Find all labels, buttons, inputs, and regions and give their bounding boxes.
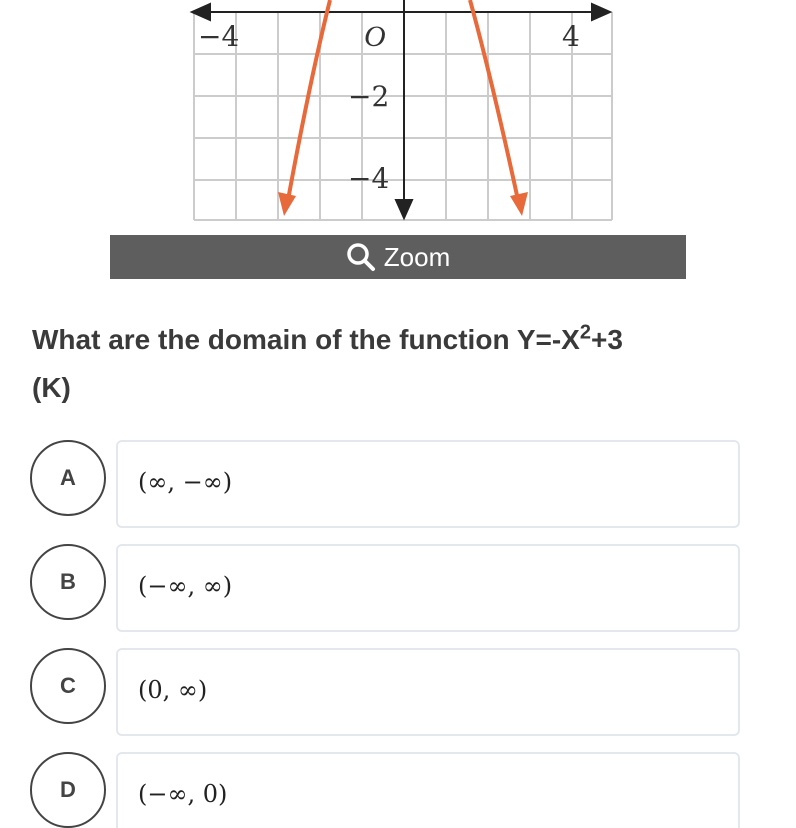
option-d-box[interactable]: [116, 752, 740, 828]
option-b[interactable]: [30, 544, 740, 632]
option-c-box[interactable]: [116, 648, 740, 736]
option-a-text: (∞, −∞): [138, 468, 233, 496]
option-c[interactable]: [30, 648, 740, 736]
option-a[interactable]: [30, 440, 740, 528]
option-a-letter[interactable]: A: [30, 440, 106, 516]
question-exponent: 2: [579, 321, 591, 344]
option-c-letter[interactable]: C: [30, 648, 106, 724]
question-level: (K): [32, 372, 71, 403]
function-graph: [180, 0, 620, 230]
x-tick-pos4: 4: [562, 20, 580, 53]
option-b-letter[interactable]: B: [30, 544, 106, 620]
question-stem-end: +3: [590, 324, 623, 355]
option-c-text: (0, ∞): [138, 676, 208, 704]
option-d-letter[interactable]: D: [30, 752, 106, 828]
option-b-text: (−∞, ∞): [138, 572, 233, 600]
option-a-box[interactable]: [116, 440, 740, 528]
question-stem: What are the domain of the function Y=-X: [32, 324, 580, 355]
option-d-text: (−∞, 0): [138, 780, 228, 808]
question-text: [32, 316, 752, 412]
graph-svg: [180, 0, 620, 230]
option-d[interactable]: [30, 752, 740, 828]
zoom-label: Zoom: [383, 241, 451, 272]
y-tick-neg2: −2: [348, 80, 390, 113]
x-tick-neg4: −4: [198, 20, 240, 53]
zoom-button[interactable]: [110, 235, 686, 279]
origin-label: O: [364, 20, 386, 53]
option-b-box[interactable]: [116, 544, 740, 632]
y-tick-neg4: −4: [348, 162, 390, 195]
graph-axes: [192, 0, 610, 218]
search-icon: [346, 242, 376, 272]
